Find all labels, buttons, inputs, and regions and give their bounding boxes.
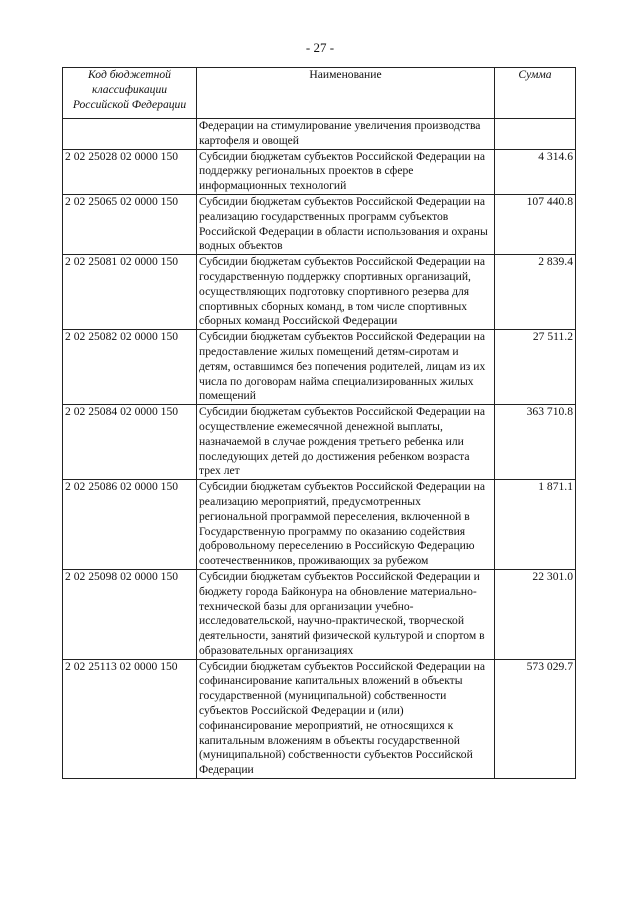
- row-code: 2 02 25081 02 0000 150: [63, 255, 197, 330]
- row-sum: 363 710.8: [495, 405, 576, 480]
- row-code: 2 02 25084 02 0000 150: [63, 405, 197, 480]
- table-header-row: [63, 68, 576, 119]
- row-code: [63, 119, 197, 150]
- header-name: Наименование: [197, 68, 495, 119]
- header-code: Код бюджетной классификации Российской Федерации: [63, 68, 197, 119]
- row-code: 2 02 25113 02 0000 150: [63, 659, 197, 778]
- row-name: Субсидии бюджетам субъектов Российской Федерации на предоставление жилых помещений детям-сиротам и детям, оставшимся без попечения родителей, лицам из их числа по договорам найма специализированных жилых помещений: [197, 330, 495, 405]
- row-sum: 27 511.2: [495, 330, 576, 405]
- page-number: - 27 -: [305, 40, 335, 55]
- row-code: 2 02 25082 02 0000 150: [63, 330, 197, 405]
- table-row: [63, 405, 576, 480]
- row-code: 2 02 25086 02 0000 150: [63, 480, 197, 570]
- row-code: 2 02 25028 02 0000 150: [63, 149, 197, 194]
- row-name: Субсидии бюджетам субъектов Российской Федерации на софинансирование капитальных вложений в объекты государственной (муниципальной) собственности субъектов Российской Федерации и (или) софинансирование мероприятий, не относящихся к капитальным вложениям в объекты государственной (муниципальной) собственности субъектов Российской Федерации: [197, 659, 495, 778]
- header-sum: Сумма: [495, 68, 576, 119]
- row-name: Федерации на стимулирование увеличения производства картофеля и овощей: [197, 119, 495, 150]
- row-sum: [495, 119, 576, 150]
- table-row: [63, 330, 576, 405]
- row-name: Субсидии бюджетам субъектов Российской Федерации на реализацию мероприятий, предусмотренных региональной программой переселения, включенной в Государственную программу по оказанию содействия добровольному переселению в Российскую Федерацию соотечественников, проживающих за рубежом: [197, 480, 495, 570]
- budget-table: [62, 67, 576, 779]
- table-row: [63, 659, 576, 778]
- row-name: Субсидии бюджетам субъектов Российской Федерации на осуществление ежемесячной денежной выплаты, назначаемой в случае рождения третьего ребенка или последующих детей до достижения ребенком возраста трех лет: [197, 405, 495, 480]
- row-name: Субсидии бюджетам субъектов Российской Федерации и бюджету города Байконура на обновление материально-технической базы для организации учебно-исследовательской, научно-практической, творческой деятельности, занятий физической культурой и спортом в образовательных организациях: [197, 569, 495, 659]
- row-name: Субсидии бюджетам субъектов Российской Федерации на реализацию государственных программ субъектов Российской Федерации в области использования и охраны водных объектов: [197, 194, 495, 254]
- row-sum: 107 440.8: [495, 194, 576, 254]
- table-row: [63, 569, 576, 659]
- table-row: [63, 119, 576, 150]
- row-sum: 22 301.0: [495, 569, 576, 659]
- row-code: 2 02 25098 02 0000 150: [63, 569, 197, 659]
- table-row: [63, 149, 576, 194]
- row-sum: 4 314.6: [495, 149, 576, 194]
- row-name: Субсидии бюджетам субъектов Российской Федерации на поддержку региональных проектов в сфере информационных технологий: [197, 149, 495, 194]
- table-row: [63, 480, 576, 570]
- table-row: [63, 255, 576, 330]
- row-sum: 2 839.4: [495, 255, 576, 330]
- row-code: 2 02 25065 02 0000 150: [63, 194, 197, 254]
- row-sum: 573 029.7: [495, 659, 576, 778]
- row-name: Субсидии бюджетам субъектов Российской Федерации на государственную поддержку спортивных организаций, осуществляющих подготовку спортивного резерва для спортивных сборных команд, в том числе спортивных сборных команд Российской Федерации: [197, 255, 495, 330]
- table-row: [63, 194, 576, 254]
- row-sum: 1 871.1: [495, 480, 576, 570]
